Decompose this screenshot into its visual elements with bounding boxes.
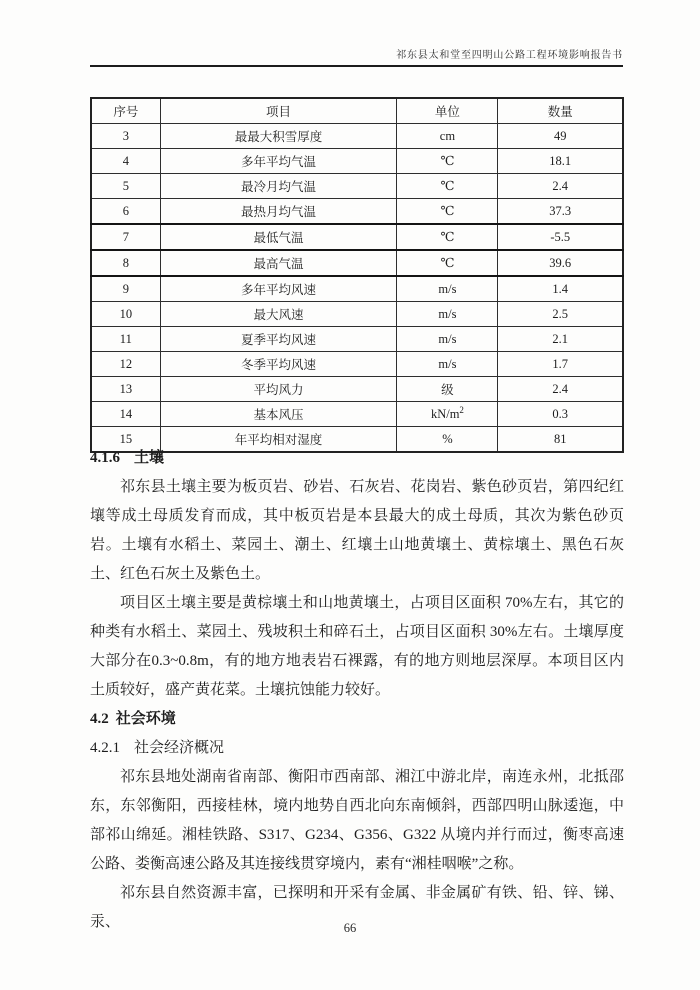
- row-no-cell: 10: [91, 302, 160, 327]
- value-cell: -5.5: [498, 224, 623, 250]
- table-row: [91, 377, 623, 402]
- table-row: [91, 224, 623, 250]
- unit-cell: m/s: [397, 327, 498, 352]
- value-cell: 1.4: [498, 276, 623, 302]
- unit-cell: m/s: [397, 302, 498, 327]
- page-number: 66: [343, 921, 357, 935]
- unit-cell: 级: [397, 377, 498, 402]
- section-number: 4.1.6: [90, 450, 120, 466]
- item-cell: 最热月均气温: [160, 199, 397, 225]
- col-header-no: 序号: [91, 98, 160, 124]
- unit-cell: ℃: [397, 149, 498, 174]
- section-heading-social: [90, 705, 624, 734]
- soil-paragraph-1: 祁东县土壤主要为板页岩、砂岩、石灰岩、花岗岩、紫色砂页岩，第四纪红壤等成土母质发育而成，其中板页岩是本县最大的成土母质，其次为紫色砂页岩。土壤有水稻土、菜园土、潮土、红壤土山地黄壤土、黄棕壤土、黑色石灰土、红色石灰土及紫色土。: [90, 479, 624, 582]
- table-row: [91, 174, 623, 199]
- col-header-unit: 单位: [397, 98, 498, 124]
- row-no-cell: 11: [91, 327, 160, 352]
- unit-cell: %: [397, 427, 498, 453]
- row-no-cell: 15: [91, 427, 160, 453]
- item-cell: 最最大积雪厚度: [160, 124, 397, 149]
- col-header-item: 项目: [160, 98, 397, 124]
- header-divider: [90, 65, 623, 67]
- item-cell: 最冷月均气温: [160, 174, 397, 199]
- item-cell: 最大风速: [160, 302, 397, 327]
- table-row: [91, 149, 623, 174]
- table-row: [91, 276, 623, 302]
- item-cell: 基本风压: [160, 402, 397, 427]
- body-text: [90, 444, 624, 937]
- economy-paragraph-1: 祁东县地处湖南省南部、衡阳市西南部、湘江中游北岸，南连永州，北抵邵东，东邻衡阳，西接桂林，境内地势自西北向东南倾斜，西部四明山脉逶迤，中部祁山绵延。湘桂铁路、S317、G234、G356、G322 从境内并行而过，衡枣高速公路、娄衡高速公路及其连接线贯穿境内，素有“湘桂咽喉”之称。: [90, 769, 624, 872]
- item-cell: 最低气温: [160, 224, 397, 250]
- unit-cell: ℃: [397, 250, 498, 276]
- row-no-cell: 8: [91, 250, 160, 276]
- item-cell: 最高气温: [160, 250, 397, 276]
- item-cell: 年平均相对湿度: [160, 427, 397, 453]
- table-row: [91, 199, 623, 225]
- value-cell: 2.4: [498, 377, 623, 402]
- item-cell: 平均风力: [160, 377, 397, 402]
- soil-paragraph-2: 项目区土壤主要是黄棕壤土和山地黄壤土，占项目区面积 70%左右，其它的种类有水稻土、菜园土、残坡积土和碎石土，占项目区面积 30%左右。土壤厚度大部分在0.3~0.8m，有的地方地表岩石裸露，有的地方则地层深厚。本项目区内土质较好，盛产黄花菜。土壤抗蚀能力较好。: [90, 595, 624, 698]
- unit-cell: ℃: [397, 174, 498, 199]
- value-cell: 2.4: [498, 174, 623, 199]
- table-row: [91, 124, 623, 149]
- value-cell: 1.7: [498, 352, 623, 377]
- row-no-cell: 6: [91, 199, 160, 225]
- table-row: [91, 327, 623, 352]
- economy-paragraph-2: 祁东县自然资源丰富，已探明和开采有金属、非金属矿有铁、铅、锌、锑、汞、: [90, 885, 624, 930]
- row-no-cell: 4: [91, 149, 160, 174]
- table-body: [91, 124, 623, 453]
- section-number: 4.2.1: [90, 740, 120, 756]
- value-cell: 39.6: [498, 250, 623, 276]
- value-cell: 2.1: [498, 327, 623, 352]
- section-title: 社会环境: [115, 711, 176, 727]
- table-row: [91, 352, 623, 377]
- table-row: [91, 250, 623, 276]
- row-no-cell: 3: [91, 124, 160, 149]
- item-cell: 多年平均气温: [160, 149, 397, 174]
- section-title: 土壤: [134, 450, 165, 466]
- item-cell: 冬季平均风速: [160, 352, 397, 377]
- value-cell: 49: [498, 124, 623, 149]
- page-header-title: 祁东县太和堂至四明山公路工程环境影响报告书: [396, 50, 623, 61]
- unit-cell: m/s: [397, 276, 498, 302]
- section-number: 4.2: [90, 711, 109, 727]
- item-cell: 多年平均风速: [160, 276, 397, 302]
- row-no-cell: 7: [91, 224, 160, 250]
- row-no-cell: 12: [91, 352, 160, 377]
- row-no-cell: 13: [91, 377, 160, 402]
- section-heading-soil: [90, 444, 624, 473]
- value-cell: 2.5: [498, 302, 623, 327]
- unit-cell: m/s: [397, 352, 498, 377]
- unit-cell: ℃: [397, 224, 498, 250]
- table-header-row: [91, 98, 623, 124]
- value-cell: 37.3: [498, 199, 623, 225]
- table-row: [91, 402, 623, 427]
- section-title: 社会经济概况: [134, 740, 225, 756]
- row-no-cell: 14: [91, 402, 160, 427]
- table-row: [91, 302, 623, 327]
- row-no-cell: 5: [91, 174, 160, 199]
- unit-cell: cm: [397, 124, 498, 149]
- col-header-value: 数量: [498, 98, 623, 124]
- value-cell: 81: [498, 427, 623, 453]
- climate-data-table: [90, 97, 624, 453]
- item-cell: 夏季平均风速: [160, 327, 397, 352]
- value-cell: 0.3: [498, 402, 623, 427]
- row-no-cell: 9: [91, 276, 160, 302]
- unit-cell: ℃: [397, 199, 498, 225]
- unit-cell: $kN/m^2$: [397, 402, 498, 427]
- section-heading-economy: [90, 734, 624, 763]
- value-cell: 18.1: [498, 149, 623, 174]
